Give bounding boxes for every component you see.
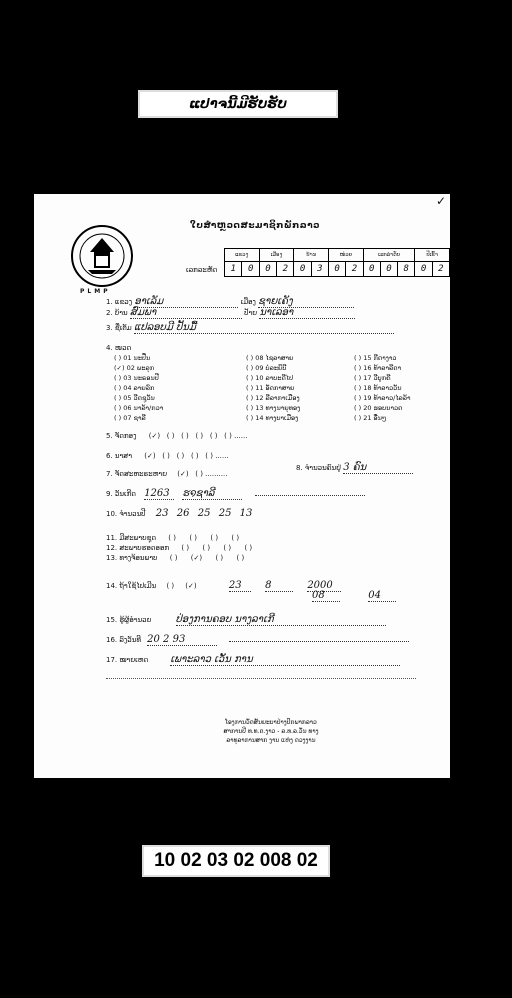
corner-check-mark: ✓ xyxy=(435,194,446,208)
code-header-cell: ແຂວງ xyxy=(225,249,260,262)
code-digit-cell: 2 xyxy=(277,262,294,277)
region-option: ( ) 19 ທ້າລາວ/ໄລລ້າ xyxy=(354,394,411,402)
region-option: ( ) 10 ລາບະດີໄປ xyxy=(246,374,294,382)
code-digit-cell: 0 xyxy=(259,262,276,277)
region-option: ( ) 09 ບໍລະຍິບີ xyxy=(246,364,287,372)
field-4: 4. ໜວດ xyxy=(106,344,132,352)
field-6: 6. ນາສາ (✓) ( ) ( ) ( ) ( ) ...... xyxy=(106,452,229,460)
header-label: ແປາຈນີ້ມີຮັບຮັບ xyxy=(138,90,338,118)
region-option: ( ) 18 ທ້າລາວວັນ xyxy=(354,384,402,392)
field-9: 9. ວັນເກີດ 1263 ຮ໑ຊາລີ xyxy=(106,488,365,500)
code-header-cell: ປີເຂົ້າ xyxy=(415,249,450,262)
seal-caption: PLMP xyxy=(80,288,111,295)
code-header-cell: ເລກລຳດັບ xyxy=(363,249,415,262)
document-title: ໃບສຳຫຼວດສະມາຊິກພັກລາວ xyxy=(190,221,321,231)
code-grid xyxy=(224,248,450,277)
field-12: 12. ສະພາບຮອດອອກ ( ) ( ) ( ) ( ) xyxy=(106,544,253,552)
field-17: 17. ໝາຍເຫດ ເພາະລາວ ເວັ້ນ ການ xyxy=(106,654,400,666)
field-7: 7. ຈັດສະຫະຣະຫາຍ (✓) ( ) .......... xyxy=(106,470,228,478)
field-5: 5. ຈັດກອງ (✓) ( ) ( ) ( ) ( ) ( ) ...... xyxy=(106,432,248,440)
code-digit-cell: 1 xyxy=(225,262,242,277)
code-digit-cell: 2 xyxy=(346,262,363,277)
region-option: ( ) 07 ຊາລີ xyxy=(114,414,146,422)
region-option: ( ) 11 ອັດກາສາຍ xyxy=(246,384,295,392)
footer-text: ໂອງການວັດສັນຍະບາປ່າງປົກພາກລາວ ສາການປີ ທ.ທ.ດ.ງາວ - ລ.ທ.ລ.ວັນ ທາງ ລາທຸລາການສາກ ງານ ແຫ່ງ ດວງງານ xyxy=(223,719,319,744)
region-option: ( ) 06 ນາລ້າ/ກວາ xyxy=(114,404,164,412)
region-option: ( ) 15 ກີດາງາວ xyxy=(354,354,397,362)
field-16: 16. ລົງວັນທີ 20 2 93 xyxy=(106,634,409,646)
field-10: 10. ຈຳນວນປີ 23 26 25 25 13 xyxy=(106,508,253,519)
bottom-id-label: 10 02 03 02 008 02 xyxy=(142,845,330,877)
region-option: ( ) 16 ທ້າລາລີດາ xyxy=(354,364,402,372)
region-option: ( ) 21 ອື່ນໆ xyxy=(354,414,387,422)
dotted-line xyxy=(106,678,416,679)
code-header-cell: ໜ່ວຍ xyxy=(328,249,363,262)
region-option: ( ) 08 ໄຊລາສາຍ xyxy=(246,354,294,362)
code-digit-cell: 3 xyxy=(311,262,328,277)
region-option: ( ) 05 ວີດຊູວັນ xyxy=(114,394,155,402)
region-option: ( ) 04 ລາຍລົກ xyxy=(114,384,155,392)
field-8: 8. ຈຳນວນຄົນຢູ່ 3 ຄົນ xyxy=(296,462,413,474)
field-2: 2. ບ້ານ ສົມພາ ປ້າຍ ນາເລອາ xyxy=(106,307,355,319)
code-digit-cell: 0 xyxy=(415,262,432,277)
code-digit-cell: 0 xyxy=(242,262,259,277)
field-1: 1. ແຂວງ ອາເລັມ ເມືອງ ຊາຍເຄັງ xyxy=(106,296,354,308)
code-digit-cell: 8 xyxy=(398,262,415,277)
field-15: 15. ຮູ້ຜູ້ອຳນວຍ ປ່ອງການຄອບ ນາງລາເກີ xyxy=(106,614,386,626)
region-option: ( ) 17 ວີບູກຄີ xyxy=(354,374,391,382)
field-14: 14. ຖ້າໃຊ້ໄປເມີນ ( ) (✓) 23 8 2000 xyxy=(106,580,341,592)
field-14b: 08 04 xyxy=(312,590,396,602)
code-digit-cell: 0 xyxy=(328,262,345,277)
code-digit-cell: 2 xyxy=(432,262,449,277)
region-option: ( ) 01 ນະປື່ນ xyxy=(114,354,151,362)
field-3: 3. ຊື່ເຕັມ ແປລອບມີ ປັ້ນມື້ xyxy=(106,322,394,334)
code-digit-cell: 0 xyxy=(380,262,397,277)
region-option: ( ) 03 ນະຣອນປີ xyxy=(114,374,159,382)
field-11: 11. ມີສະພາບຊຸດ ( ) ( ) ( ) ( ) xyxy=(106,534,240,542)
region-option: ( ) 13 ທາງນາຍຸທອງ xyxy=(246,404,301,412)
region-option: (✓) 02 ພະລຸກ xyxy=(114,364,155,372)
code-digit-cell: 0 xyxy=(363,262,380,277)
code-label: ເລກລະຫັດ xyxy=(186,266,218,274)
code-digit-cell: 0 xyxy=(294,262,311,277)
code-header-cell: ເມືອງ xyxy=(259,249,294,262)
region-option: ( ) 20 ຮອບນາວດ xyxy=(354,404,403,412)
region-option: ( ) 12 ລີລາກາເມືອງ xyxy=(246,394,300,402)
emblem-seal xyxy=(70,224,134,288)
code-header-cell: ບ້ານ xyxy=(294,249,329,262)
region-option: ( ) 14 ທາງບາເມືອງ xyxy=(246,414,299,422)
field-13: 13. ທາງຈ້ອນພາບ ( ) (✓) ( ) ( ) xyxy=(106,554,245,562)
document-page xyxy=(34,194,450,778)
